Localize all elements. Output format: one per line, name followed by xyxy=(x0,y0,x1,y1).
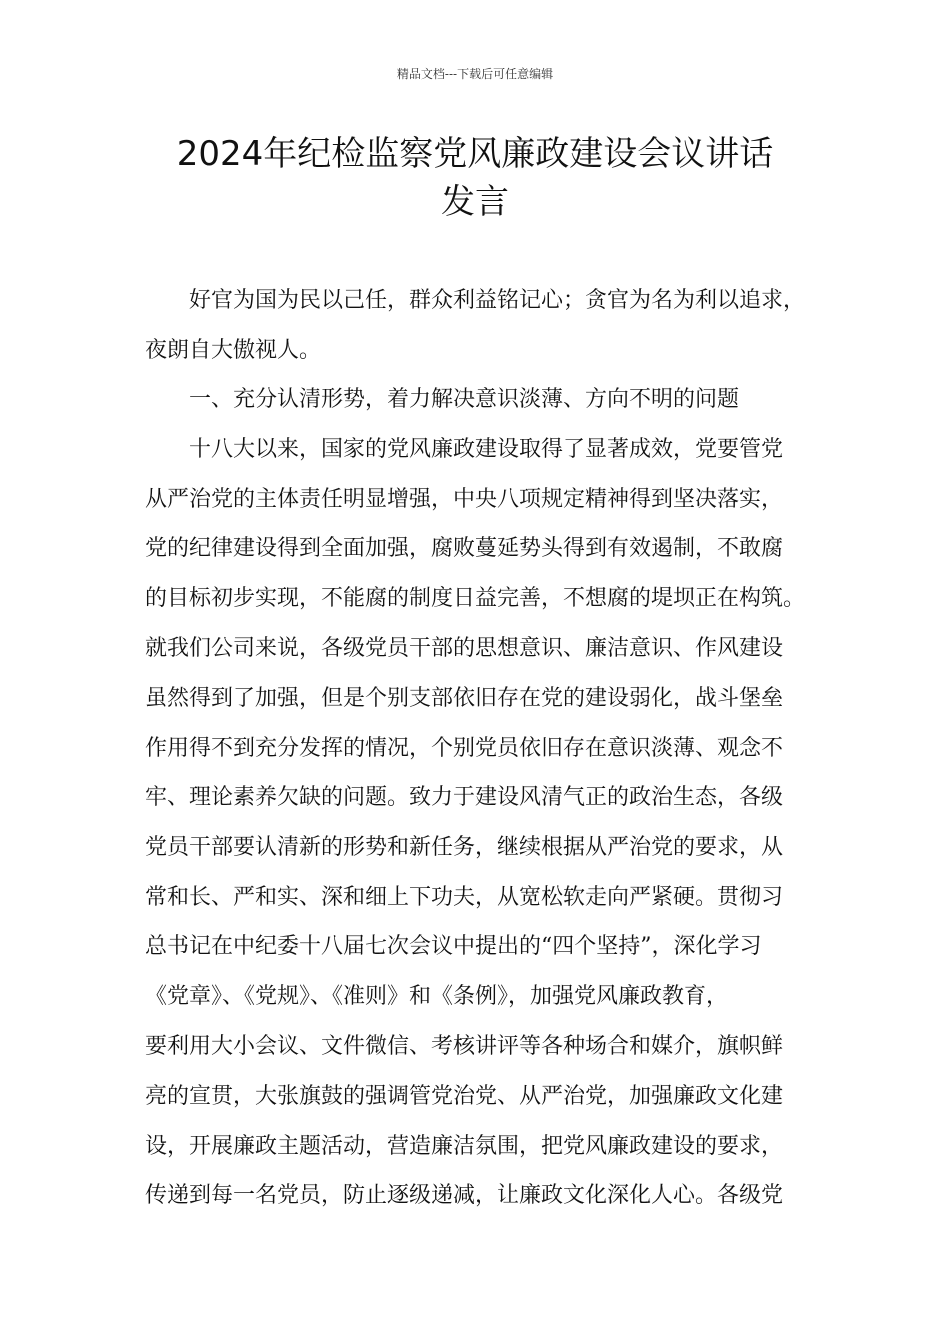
body-line: 总书记在中纪委十八届七次会议中提出的“四个坚持”，深化学习 xyxy=(145,934,762,959)
body-line: 就我们公司来说，各级党员干部的思想意识、廉洁意识、作风建设 xyxy=(145,636,784,661)
body-line: 夜朗自大傲视人。 xyxy=(145,338,322,363)
body-line: 常和长、严和实、深和细上下功夫，从宽松软走向严紧硬。贯彻习 xyxy=(145,885,784,910)
body-line: 设，开展廉政主题活动，营造廉洁氛围，把党风廉政建设的要求， xyxy=(145,1134,784,1159)
body-line: 传递到每一名党员，防止逐级递减，让廉政文化深化人心。各级党 xyxy=(145,1183,784,1208)
section-heading: 一、充分认清形势，着力解决意识淡薄、方向不明的问题 xyxy=(145,387,740,412)
body-line: 好官为国为民以己任，群众利益铭记心；贪官为名为利以追求， xyxy=(145,288,806,313)
title-line-1: 2024年纪检监察党风廉政建设会议讲话 xyxy=(176,134,774,174)
body-line: 十八大以来，国家的党风廉政建设取得了显著成效，党要管党 xyxy=(145,437,784,462)
body-line: 的目标初步实现，不能腐的制度日益完善，不想腐的堤坝正在构筑。 xyxy=(145,586,806,611)
body-line: 作用得不到充分发挥的情况，个别党员依旧存在意识淡薄、观念不 xyxy=(145,736,784,761)
body-line: 从严治党的主体责任明显增强，中央八项规定精神得到坚决落实， xyxy=(145,487,784,512)
body-line: 要利用大小会议、文件微信、考核讲评等各种场合和媒介，旗帜鲜 xyxy=(145,1034,784,1059)
title-line-2: 发言 xyxy=(441,182,509,222)
document-title xyxy=(120,130,830,226)
body-line: 虽然得到了加强，但是个别支部依旧存在党的建设弱化，战斗堡垒 xyxy=(145,686,784,711)
body-line: 《党章》、《党规》、《准则》和《条例》，加强党风廉政教育， xyxy=(145,984,729,1009)
body-line: 牢、理论素养欠缺的问题。致力于建设风清气正的政治生态，各级 xyxy=(145,785,784,810)
page-header: 精品文档---下载后可任意编辑 xyxy=(396,67,554,81)
body-line: 党的纪律建设得到全面加强，腐败蔓延势头得到有效遏制，不敢腐 xyxy=(145,536,784,561)
body-line: 党员干部要认清新的形势和新任务，继续根据从严治党的要求，从 xyxy=(145,835,784,860)
body-line: 亮的宣贯，大张旗鼓的强调管党治党、从严治党，加强廉政文化建 xyxy=(145,1084,784,1109)
